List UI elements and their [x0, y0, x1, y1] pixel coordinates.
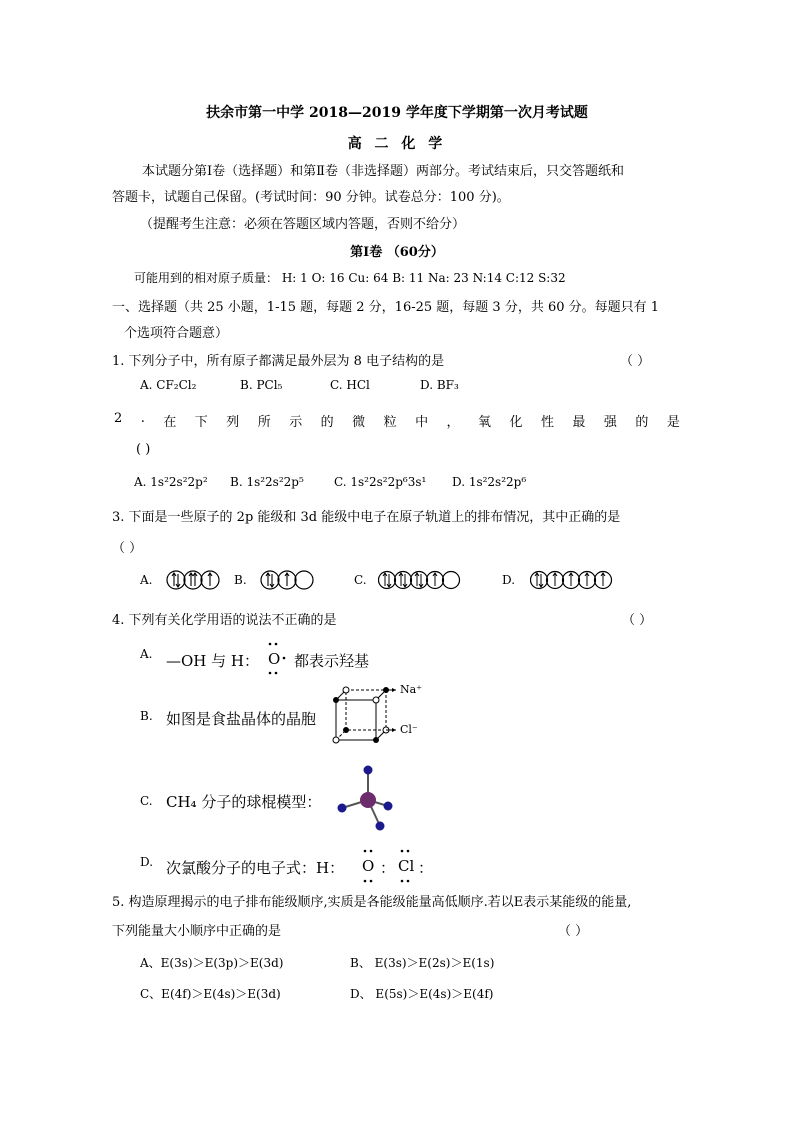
q4-option-d-label: D. [140, 855, 154, 869]
q3-option-d-orbitals [530, 569, 614, 591]
cl-ion-label: Cl⁻ [400, 723, 418, 736]
q4-answer-blank: （ ） [622, 613, 653, 628]
q2-option-b: B. 1s²2s²2p⁵ [230, 475, 304, 489]
q2-answer-blank: ( ) [136, 442, 151, 457]
q2-stem-char: . [140, 411, 145, 426]
q3-option-c-label: C. [354, 573, 367, 587]
q2-stem-char: 微 [352, 415, 366, 430]
q4-option-d-text: 次氯酸分子的电子式：H： [166, 859, 345, 877]
q5-option-c: C、E(4f)＞E(4s)＞E(3d) [140, 987, 281, 1001]
q5-option-d: D、 E(5s)＞E(4s)＞E(4f) [350, 987, 494, 1001]
intro-line-2: 答题卡，试题自己保留。(考试时间：90 分钟。试卷总分：100 分)。 [112, 190, 510, 205]
q4-option-a-tail: 都表示羟基 [294, 652, 370, 670]
section1-line-2: 个选项符合题意） [124, 326, 229, 341]
q4-option-a-text: —OH 与 H： [166, 652, 259, 670]
q2-stem-char: 化 [509, 415, 523, 430]
q4-stem: 4. 下列有关化学用语的说法不正确的是 [112, 613, 337, 628]
q5-answer-blank: （ ） [558, 924, 589, 939]
page-title: 扶余市第一中学 2018—2019 学年度下学期第一次月考试题 [206, 105, 588, 121]
volume-heading: 第Ⅰ卷 （60分） [350, 245, 444, 260]
reminder-text: （提醒考生注意：必须在答题区域内答题，否则不给分） [140, 217, 466, 232]
q4-option-d-colon-2: ： [418, 859, 434, 877]
q1-option-c: C. HCl [330, 378, 370, 392]
q2-stem-char: 所 [257, 415, 271, 430]
q1-option-d: D. BF₃ [420, 378, 459, 392]
q1-stem: 1. 下列分子中，所有原子都满足最外层为 8 电子结构的是 [112, 354, 445, 369]
q4-option-a-oxygen: O [268, 650, 281, 668]
q2-stem-char: 列 [226, 415, 240, 430]
q4-option-c-text: CH₄ 分子的球棍模型： [166, 793, 322, 811]
q2-option-d: D. 1s²2s²2p⁶ [452, 475, 527, 489]
q1-option-a: A. CF₂Cl₂ [140, 378, 197, 392]
q2-stem-char: 氧 [478, 415, 492, 430]
q1-answer-blank: （ ） [620, 354, 651, 369]
q3-option-a-label: A. [140, 573, 153, 587]
q4-option-a-label: A. [140, 647, 153, 661]
q5-stem-line-1: 5. 构造原理揭示的电子排布能级顺序,实质是各能级能量高低顺序.若以E表示某能级的能量, [112, 895, 632, 910]
q5-option-b: B、 E(3s)＞E(2s)＞E(1s) [350, 956, 495, 970]
q4-option-d-colon: ： [380, 859, 396, 877]
q2-stem-char: 性 [540, 415, 554, 430]
q2-stem-char: 强 [603, 415, 617, 430]
q2-stem-char: 示 [289, 415, 303, 430]
q2-stem-char: 下 [194, 415, 208, 430]
q3-option-a-orbitals [166, 569, 220, 591]
q3-stem: 3. 下面是一些原子的 2p 能级和 3d 能级中电子在原子轨道上的排布情况，其中正确的是 [112, 510, 621, 525]
q2-option-a: A. 1s²2s²2p² [134, 475, 208, 489]
q4-option-d-lone-pair-dots [360, 848, 420, 884]
q3-option-d-label: D. [502, 573, 516, 587]
nacl-unit-cell-diagram [330, 684, 392, 744]
q2-option-c: C. 1s²2s²2p⁶3s¹ [334, 475, 427, 489]
q2-stem-char: 中 [415, 415, 429, 430]
q3-option-b-label: B. [234, 573, 247, 587]
na-ion-label: Na⁺ [400, 683, 422, 696]
q4-option-d-chlorine: Cl [398, 857, 415, 875]
q3-option-c-orbitals [378, 569, 462, 591]
q4-option-b-text: 如图是食盐晶体的晶胞 [166, 710, 317, 728]
section1-line-1: 一、选择题（共 25 小题，1-15 题，每题 2 分，16-25 题，每题 3 分，共 60 分。每题只有 1 [112, 300, 660, 315]
q5-stem-line-2: 下列能量大小顺序中正确的是 [112, 924, 282, 939]
q2-stem-char: 在 [163, 415, 177, 430]
q2-stem-char: 是 [666, 415, 680, 430]
subject-title: 高 二 化 学 [347, 136, 447, 152]
nacl-label-arrows [386, 686, 398, 734]
q4-option-c-label: C. [140, 794, 153, 808]
q2-stem-char: 的 [635, 415, 649, 430]
q3-answer-blank: （ ） [112, 541, 143, 556]
atomic-masses: 可能用到的相对原子质量： H: 1 O: 16 Cu: 64 B: 11 Na: 23 N:14 C:12 S:32 [134, 271, 566, 285]
q2-stem-char: 2 [114, 411, 123, 426]
q4-option-a-lone-pair-dots [264, 641, 286, 677]
q2-stem [114, 411, 680, 430]
q2-stem-char: 粒 [383, 415, 397, 430]
q3-option-b-orbitals [260, 569, 314, 591]
q4-option-d-oxygen: O [362, 857, 375, 875]
q2-stem-char: ， [446, 415, 460, 430]
q1-option-b: B. PCl₅ [240, 378, 283, 392]
intro-line-1: 本试题分第Ⅰ卷（选择题）和第Ⅱ卷（非选择题）两部分。考试结束后，只交答题纸和 [142, 164, 624, 179]
q5-option-a: A、E(3s)＞E(3p)＞E(3d) [140, 956, 284, 970]
ch4-ball-stick-model [330, 762, 400, 836]
q2-stem-char: 的 [320, 415, 334, 430]
q4-option-b-label: B. [140, 709, 153, 723]
q2-stem-char: 最 [572, 415, 586, 430]
